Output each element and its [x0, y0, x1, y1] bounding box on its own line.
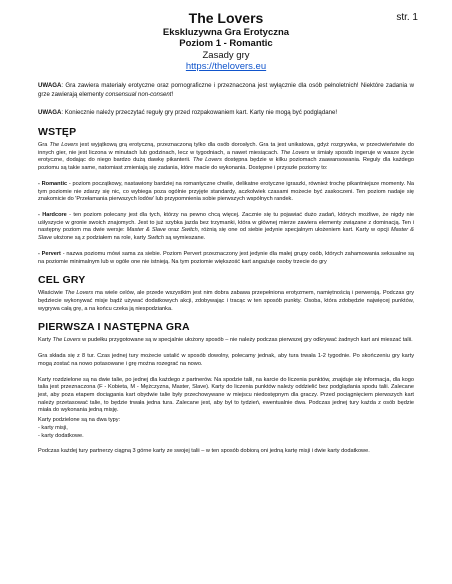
- intro-paragraph: Gra The Lovers jest wyjątkową grą erotyczną, przeznaczoną tylko dla osób dorosłych. Gra ta jest unikatowa, gdyż rozgrywka, w przeciwieństwie do innych gier, nie jest liczona w minutach lub godzinach, lecz w tygodniach, a nawet miesiącach. The Lovers w śmiały sposób ingeruje w wasze życie erotyczne, dodając do niego bardzo dużą dawkę pikanterii. The Lovers dostępna będzie w kilku poziomach zaawansowania. Reguły dla każdego poziomu są takie same, natomiast zmieniają się zadania, które macie do wykonania. Dostępne i przyszłe poziomy to:: [38, 141, 415, 172]
- level-title: Poziom 1 - Romantic: [179, 38, 273, 50]
- website-link[interactable]: https://thelovers.eu: [185, 60, 267, 72]
- list-item: - karty dodatkowe.: [38, 432, 84, 439]
- warning-label: UWAGA: [38, 82, 62, 90]
- section-heading-first-game: PIERWSZA I NASTĘPNA GRA: [38, 321, 190, 334]
- section-heading-intro: WSTĘP: [38, 125, 77, 138]
- level-hardcore-paragraph: - Hardcore - ten poziom polecany jest dla tych, którzy na pewno chcą więcej. Zacznie się tu pojawiać dużo zadań, których możliwe, że nigdy nie uśłyszycie w gronie swoich znajomych. Jest to już szybka jazda bez trzymanki, która w głównej mierze zawiera elementy związane z dominacją. Ten i następny poziom ma dwie wersje: Master & Slave oraz Switch, różnią się one od siebie jedynie specjalnym ułożeniem kart. Karty w opcji Master & Slave ułożone są z podziałem na role, karty Switch są wymieszane.: [38, 211, 415, 242]
- warning-label: UWAGA: [38, 109, 62, 117]
- document-title: The Lovers: [188, 10, 264, 26]
- document-subtitle: Ekskluzywna Gra Erotyczna: [162, 26, 290, 38]
- goal-paragraph: Właściwie The Lovers ma wiele celów, ale przede wszystkim jest nim dobra zabawa przepełniona erotyzmem, namiętnością i perwersją. Podczas gry będziecie wykonywać misje bądź używać dodatkowych akcji, zdobywając i tracąc w ten sposób punkty. Osoba, która zdobędzie najwięcej punktów, wygrywa całą grę, a na końcu czeka ją niespodzianka.: [38, 290, 415, 312]
- warning-rules: UWAGA: Konieczniе należy przeczytać reguły gry przed rozpakowaniem kart. Karty nie mogą być podglądane!: [38, 109, 338, 117]
- first-game-paragraph-3: Karty rozdzielone są na dwie talie, po jednej dla każdego z partnerów. Na spodzie talii, na karcie do liczenia punktów, znajduje się informacja, dla kogo talia jest przeznaczona (F - Kobieta, M - Mężczyzna, Master, Slave). Karty do liczenia punktów należy oddzielić bez podglądania spodu talii. Zalecane jest, aby poza etapem dociągania kart obydwie talie były przechowywane w miejscu niedostępnym dla graczy. Przed pociągnięciem pierwszych kart należy przetasować talie, to będzie trwała jedna tura. Zalecane jest, aby był to tydzień, ewentualnie dwa. Podczas jednej tury każda z osób będzie miała do wykonania jedną misję.: [38, 376, 414, 414]
- list-item: - karty misji,: [38, 424, 68, 431]
- warning-adult: UWAGA: Gra zawiera materiały erotyczne oraz pornograficzne i przeznaczona jest wyłącznie dla osób pełnoletnich! Niektóre zadania w grze zawierają elementy consensual non-consent!: [38, 82, 414, 98]
- card-types-intro: Karty podzielone są na dwa typy:: [38, 417, 121, 424]
- level-pervert-paragraph: - Pervert - nazwa poziomu mówi sama za siebie. Poziom Pervert przeznaczony jest jedynie dla małej grupy osób, których zahamowania seksualne są na poziomie minimalnym lub w ogóle one nie istnieją. Na tym poziomie większość kart angażuje osoby trzecie do gry: [38, 250, 415, 265]
- level-romantic-paragraph: - Romantic - poziom początkowy, nastawiony bardziej na romantyczne chwile, delikatne erotyczne igraszki, również trochę pikantniejsze momenty. Na tym poziomie nie zdarzy się nic, co wybiega poza ogólnie przyjęte standardy, aczkolwiek czasami możecie być zaskoczeni. Ten poziom nadaje się znakomicie do 'Przełamania pierwszych lodów' lub przypomnienia sobie pierwszych wspólnych randek.: [38, 180, 414, 203]
- document-header: [38, 10, 414, 72]
- first-game-paragraph-2: Gra składa się z 8 tur. Czas jednej tury możecie ustalić w sposób dowolny, polecamy jednak, aby tura trwała 1-2 tygodnie. Po skończeniu gry karty mogą zostać na nowo potasowane i grę można rozegrać na nowo.: [38, 353, 414, 367]
- first-game-paragraph-1: Karty The Lovers w pudełku przygotowane są w specjalnie ułożony sposób – nie należy podczas pierwszej gry odkrywać żadnych kart ani mieszać talii.: [38, 337, 413, 344]
- section-heading-goal: CEL GRY: [38, 274, 86, 287]
- rules-title: Zasady gry: [202, 49, 250, 61]
- card-types-list: [38, 425, 414, 440]
- first-game-paragraph-5: Podczas każdej tury partnerzy ciągną 3 górne karty ze swojej talii – w ten sposób dobiorą oni jedną kartę misji i dwie karty dodatkowe.: [38, 448, 370, 455]
- page-number: str. 1: [396, 12, 418, 23]
